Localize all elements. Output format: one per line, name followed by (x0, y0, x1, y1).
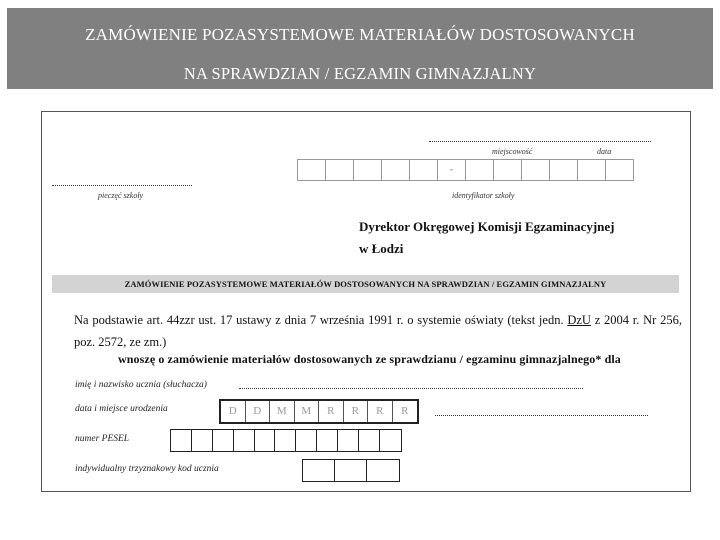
section-title-bar: ZAMÓWIENIE POZASYSTEMOWE MATERIAŁÓW DOSTOSOWANYCH NA SPRAWDZIAN / EGZAMIN GIMNAZJALNY (52, 275, 679, 293)
pesel-label: numer PESEL (75, 434, 130, 444)
birth-date-digit[interactable]: M (295, 401, 320, 422)
pesel-digit[interactable] (192, 430, 213, 451)
date-caption: data (597, 147, 612, 156)
pesel-digit[interactable] (380, 430, 401, 451)
student-code-boxes[interactable] (302, 459, 400, 482)
birth-date-digit[interactable]: R (368, 401, 393, 422)
student-code-char[interactable] (335, 460, 367, 481)
birth-date-digit[interactable]: D (246, 401, 271, 422)
school-id-cell[interactable] (521, 159, 550, 181)
student-code-char[interactable] (367, 460, 399, 481)
birth-date-digit[interactable]: D (221, 401, 246, 422)
student-name-label: imię i nazwisko ucznia (słuchacza) (75, 380, 207, 390)
pesel-digit[interactable] (296, 430, 317, 451)
birth-date-digit[interactable]: R (319, 401, 344, 422)
school-id-cell[interactable] (577, 159, 606, 181)
pesel-digit[interactable] (255, 430, 276, 451)
school-stamp-line (52, 185, 192, 186)
birth-place-field[interactable] (435, 415, 648, 416)
order-form (41, 111, 691, 492)
school-id-caption: identyfikator szkoły (452, 191, 515, 200)
pesel-boxes[interactable] (170, 429, 402, 452)
legal-basis-dzu: DzU (567, 313, 591, 327)
addressee-line-2: w Łodzi (359, 241, 404, 256)
student-code-char[interactable] (303, 460, 335, 481)
school-stamp-caption: pieczęć szkoły (98, 191, 144, 200)
school-id-cell[interactable] (437, 159, 466, 181)
student-code-label: indywidualny trzyznakowy kod ucznia (75, 464, 219, 474)
birth-date-digit[interactable]: M (270, 401, 295, 422)
place-caption: miejscowość (492, 147, 533, 156)
school-id-cell[interactable] (409, 159, 438, 181)
birth-date-digit[interactable]: R (401, 405, 409, 417)
pesel-digit[interactable] (338, 430, 359, 451)
student-name-field[interactable] (239, 388, 583, 389)
pesel-digit[interactable] (234, 430, 255, 451)
birth-date-label: data i miejsce urodzenia (75, 404, 168, 414)
legal-basis-paragraph (74, 309, 682, 353)
title-banner (7, 8, 713, 89)
pesel-digit[interactable] (213, 430, 234, 451)
pesel-digit[interactable] (275, 430, 296, 451)
school-id-cell[interactable] (325, 159, 354, 181)
banner-title-line-2: NA SPRAWDZIAN / EGZAMIN GIMNAZJALNY (183, 64, 537, 83)
school-id-cell[interactable] (465, 159, 494, 181)
legal-basis-text-2: z 2004 r. Nr 256, poz. 2572, ze zm.) (74, 313, 682, 349)
school-id-cell[interactable] (381, 159, 410, 181)
school-id-cell[interactable] (297, 159, 326, 181)
school-id-cell[interactable] (493, 159, 522, 181)
school-id-cell[interactable] (353, 159, 382, 181)
addressee-line-1: Dyrektor Okręgowej Komisji Egzaminacyjnej (359, 219, 615, 234)
birth-date-digit[interactable]: R (344, 401, 369, 422)
grid-dash: - (450, 164, 453, 174)
school-id-grid[interactable] (298, 159, 634, 181)
school-id-cell[interactable] (605, 159, 634, 181)
school-id-cell[interactable] (549, 159, 578, 181)
pesel-digit[interactable] (359, 430, 380, 451)
birth-date-boxes[interactable] (219, 399, 419, 424)
pesel-digit[interactable] (317, 430, 338, 451)
banner-title-line-1: ZAMÓWIENIE POZASYSTEMOWE MATERIAŁÓW DOSTOSOWANYCH (85, 25, 635, 44)
pesel-digit[interactable] (171, 430, 192, 451)
request-statement: wnoszę o zamówienie materiałów dostosowanych ze sprawdzianu / egzaminu gimnazjalnego* dla (118, 352, 621, 366)
place-date-line[interactable] (429, 141, 651, 142)
legal-basis-text-1: Na podstawie art. 44zzr ust. 17 ustawy z dnia 7 września 1991 r. o systemie oświaty (tekst jedn. (74, 313, 568, 327)
